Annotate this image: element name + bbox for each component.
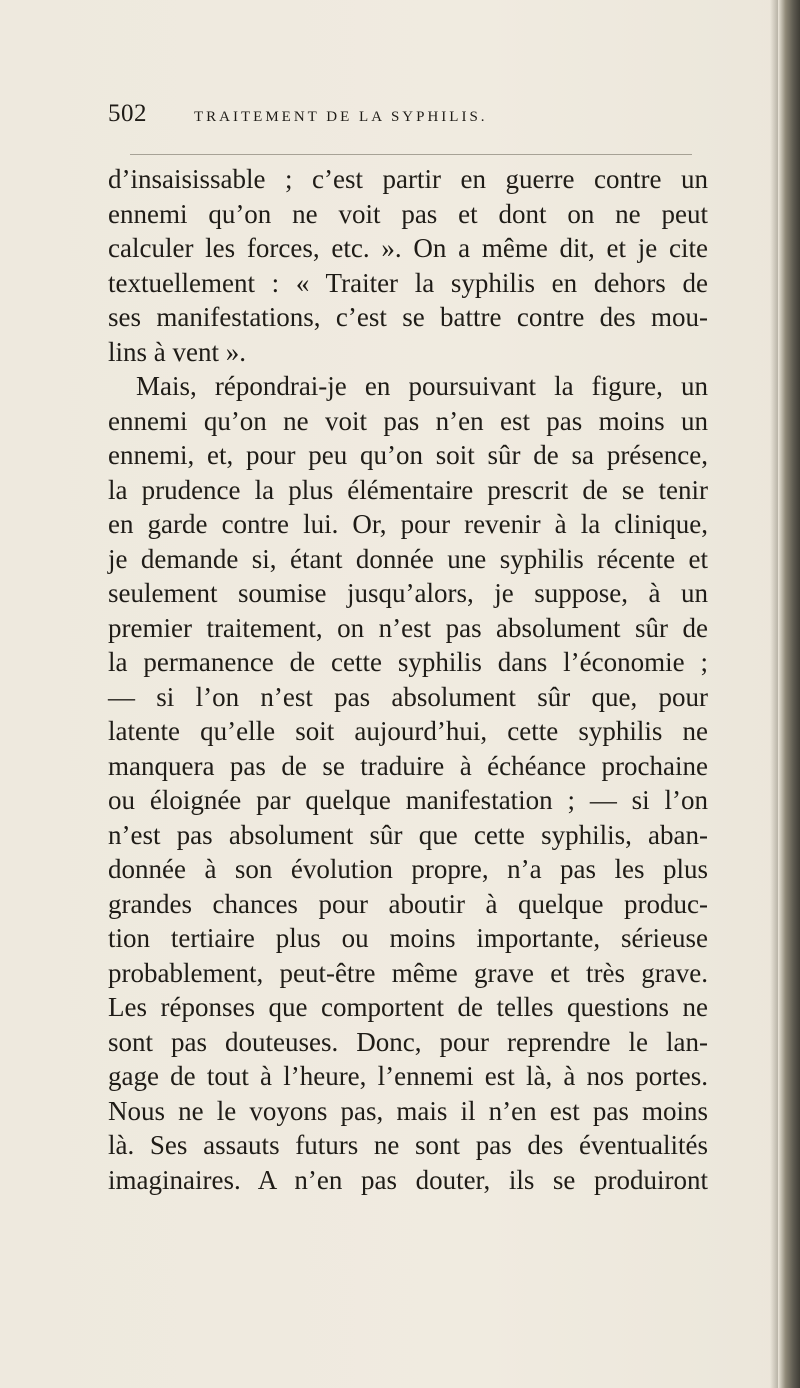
text-line: calculer les forces, etc. ». On a même dit, et je cite <box>108 233 708 263</box>
text-line: sont pas douteuses. Donc, pour reprendre le lan- <box>108 1026 708 1057</box>
page-edge <box>778 0 800 1388</box>
text-line: Les réponses que comportent de telles questions ne <box>108 992 708 1022</box>
text-line: tion tertiaire plus ou moins importante, sérieuse <box>108 923 708 953</box>
text-line: donnée à son évolution propre, n’a pas les plus <box>108 854 708 884</box>
text-line: ennemi, et, pour peu qu’on soit sûr de sa présence, <box>108 440 708 470</box>
text-line: imaginaires. A n’en pas douter, ils se produiront <box>108 1164 708 1195</box>
text-line: grandes chances pour aboutir à quelque produc- <box>108 888 708 919</box>
text-line: là. Ses assauts futurs ne sont pas des éventualités <box>108 1130 708 1160</box>
text-line: latente qu’elle soit aujourd’hui, cette syphilis ne <box>108 716 708 746</box>
text-line: en garde contre lui. Or, pour revenir à la clinique, <box>108 509 708 539</box>
page-number: 502 <box>108 100 147 127</box>
text-line: ennemi qu’on ne voit pas n’en est pas moins un <box>108 405 708 436</box>
text-line: je demande si, étant donnée une syphilis récente et <box>108 543 708 574</box>
text-line: d’insaisissable ; c’est partir en guerre contre un <box>108 164 708 194</box>
text-line: Nous ne le voyons pas, mais il n’en est pas moins <box>108 1095 708 1126</box>
text-line: ses manifestations, c’est se battre contre des mou- <box>108 302 708 332</box>
text-line: la prudence la plus élémentaire prescrit de se tenir <box>108 474 708 505</box>
text-line: premier traitement, on n’est pas absolument sûr de <box>108 612 708 643</box>
text-line: seulement soumise jusqu’alors, je suppose, à un <box>108 578 708 608</box>
text-line: manquera pas de se traduire à échéance prochaine <box>108 750 708 781</box>
text-line: la permanence de cette syphilis dans l’économie ; <box>108 647 708 677</box>
text-line: — si l’on n’est pas absolument sûr que, pour <box>108 681 708 712</box>
text-line: n’est pas absolument sûr que cette syphilis, aban- <box>108 819 708 850</box>
page-header <box>108 100 698 130</box>
text-line: textuellement : « Traiter la syphilis en dehors de <box>108 267 708 298</box>
header-rule <box>130 154 692 155</box>
text-line: probablement, peut-être même grave et très grave. <box>108 957 708 988</box>
running-head: TRAITEMENT DE LA SYPHILIS. <box>194 109 488 125</box>
body-text <box>108 162 708 1197</box>
text-line: gage de tout à l’heure, l’ennemi est là, à nos portes. <box>108 1061 708 1091</box>
text-line: ennemi qu’on ne voit pas et dont on ne peut <box>108 198 708 229</box>
paragraph-start-line: Mais, répondrai-je en poursuivant la figure, un <box>136 371 708 401</box>
page-gutter-shadow <box>770 0 778 1388</box>
text-line: ou éloignée par quelque manifestation ; — si l’on <box>108 785 708 815</box>
text-line: lins à vent ». <box>108 336 246 367</box>
